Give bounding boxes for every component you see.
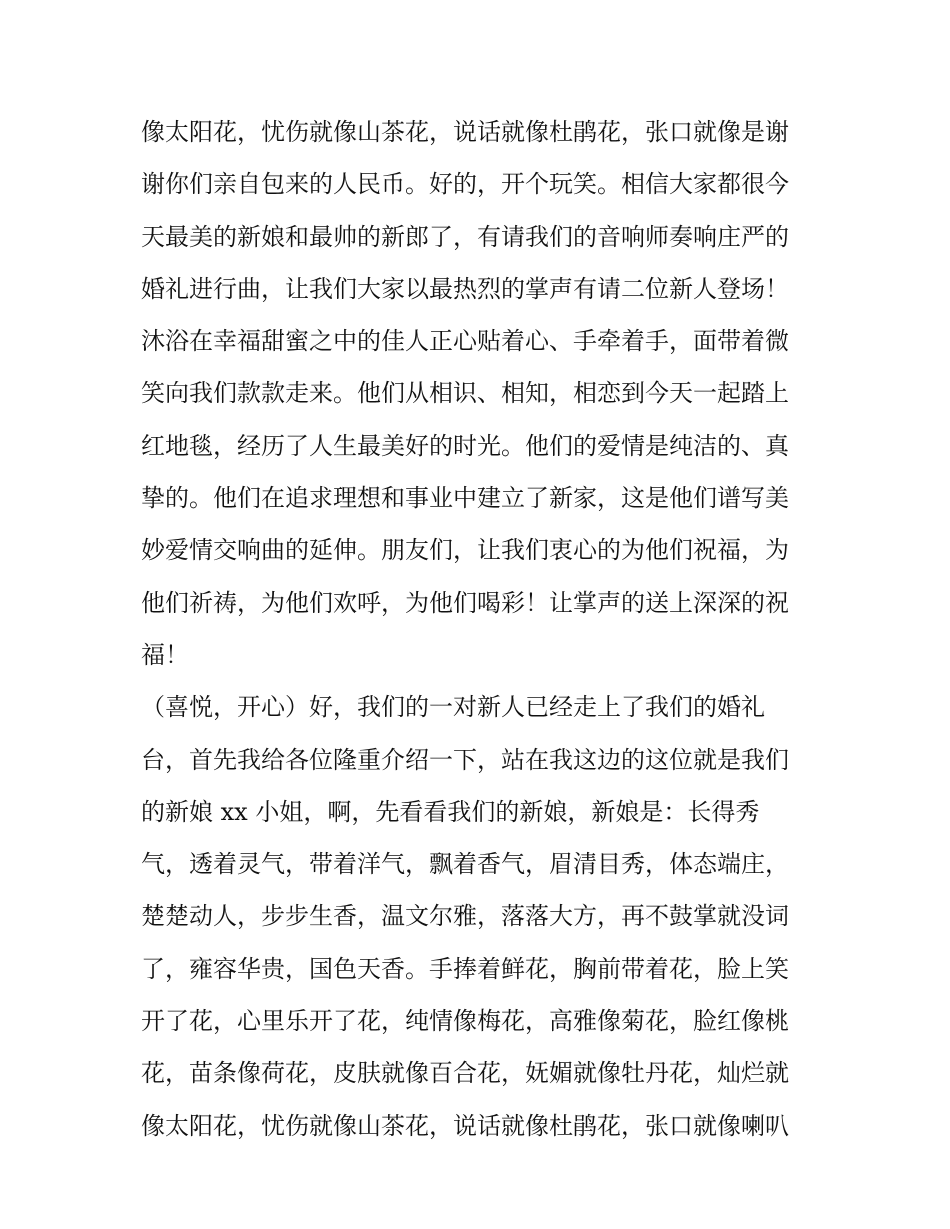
- text-line: 挚的。他们在追求理想和事业中建立了新家，这是他们谱写美: [141, 484, 789, 513]
- text-line: 他们祈祷，为他们欢呼，为他们喝彩！让掌声的送上深深的祝: [141, 588, 789, 617]
- text-line: （喜悦，开心）好，我们的一对新人已经走上了我们的婚礼: [141, 693, 765, 722]
- text-line: 台，首先我给各位隆重介绍一下，站在我这边的这位就是我们: [141, 745, 789, 774]
- text-line: 福！: [141, 640, 189, 669]
- text-line: 花，苗条像荷花，皮肤就像百合花，妩媚就像牡丹花，灿烂就: [141, 1059, 789, 1088]
- text-line: 的新娘 xx 小姐，啊，先看看我们的新娘，新娘是：长得秀: [141, 797, 760, 826]
- text-line: 像太阳花，忧伤就像山茶花，说话就像杜鹃花，张口就像喇叭: [141, 1111, 789, 1140]
- text-line: 婚礼进行曲，让我们大家以最热烈的掌声有请二位新人登场！: [141, 274, 789, 303]
- body-text: [141, 106, 821, 1152]
- text-line: 气，透着灵气，带着洋气，飘着香气，眉清目秀，体态端庄，: [141, 850, 789, 879]
- text-line: 沐浴在幸福甜蜜之中的佳人正心贴着心、手牵着手，面带着微: [141, 327, 789, 356]
- text-line: 了，雍容华贵，国色天香。手捧着鲜花，胸前带着花，脸上笑: [141, 954, 789, 983]
- text-line: 开了花，心里乐开了花，纯情像梅花，高雅像菊花，脸红像桃: [141, 1007, 789, 1036]
- text-line: 天最美的新娘和最帅的新郎了，有请我们的音响师奏响庄严的: [141, 222, 789, 251]
- text-line: 笑向我们款款走来。他们从相识、相知，相恋到今天一起踏上: [141, 379, 789, 408]
- text-line: 像太阳花，忧伤就像山茶花，说话就像杜鹃花，张口就像是谢: [141, 118, 789, 146]
- text-line: 谢你们亲自包来的人民币。好的，开个玩笑。相信大家都很今: [141, 170, 789, 199]
- text-line: 妙爱情交响曲的延伸。朋友们，让我们衷心的为他们祝福，为: [141, 536, 789, 565]
- text-line: 楚楚动人，步步生香，温文尔雅，落落大方，再不鼓掌就没词: [141, 902, 789, 931]
- text-line: 红地毯，经历了人生最美好的时光。他们的爱情是纯洁的、真: [141, 431, 789, 460]
